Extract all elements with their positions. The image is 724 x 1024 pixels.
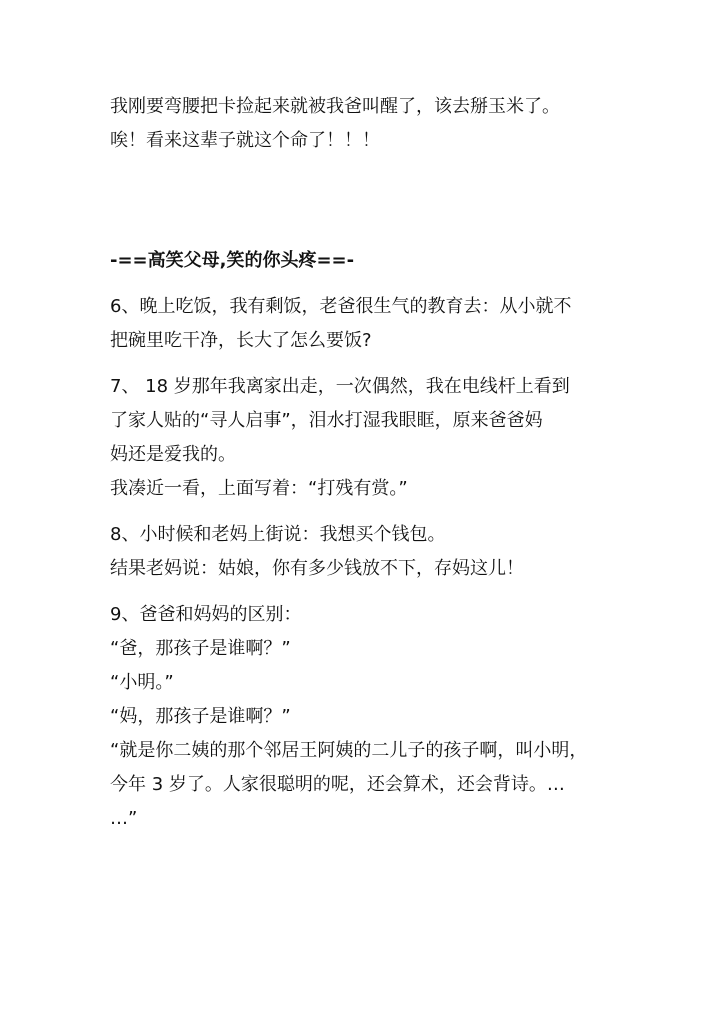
joke-item-8	[110, 518, 625, 586]
document-page	[110, 90, 625, 836]
joke-line: “妈，那孩子是谁啊？”	[110, 706, 291, 727]
joke-line: 结果老妈说：姑娘，你有多少钱放不下，存妈这儿！	[110, 558, 524, 579]
joke-line: 8、小时候和老妈上街说：我想买个钱包。	[110, 524, 446, 545]
joke-line: 了家人贴的“寻人启事”，泪水打湿我眼眶，原来爸爸妈	[110, 410, 543, 431]
joke-line: “小明。”	[110, 672, 174, 693]
joke-line: “爸，那孩子是谁啊？”	[110, 638, 291, 659]
joke-line: …”	[110, 808, 138, 829]
intro-line: 唉！看来这辈子就这个命了！！！	[110, 130, 380, 151]
joke-item-6	[110, 290, 625, 358]
joke-item-7	[110, 370, 625, 506]
joke-line: 今年 3 岁了。人家很聪明的呢，还会算术，还会背诗。…	[110, 774, 565, 795]
joke-line: 9、爸爸和妈妈的区别：	[110, 604, 302, 625]
joke-line: 我凑近一看，上面写着：“打残有赏。”	[110, 478, 408, 499]
joke-item-9	[110, 598, 625, 836]
joke-line: 妈还是爱我的。	[110, 444, 236, 465]
section-heading: -==高笑父母,笑的你头疼==-	[110, 250, 355, 271]
joke-line: 6、晚上吃饭，我有剩饭，老爸很生气的教育去：从小就不	[110, 296, 572, 317]
joke-line: “就是你二姨的那个邻居王阿姨的二儿子的孩子啊，叫小明，	[110, 740, 588, 761]
joke-line: 7、 18 岁那年我离家出走，一次偶然，我在电线杆上看到	[110, 376, 570, 397]
joke-line: 把碗里吃干净，长大了怎么要饭?	[110, 330, 372, 351]
intro-line: 我刚要弯腰把卡捡起来就被我爸叫醒了，该去掰玉米了。	[110, 96, 560, 117]
